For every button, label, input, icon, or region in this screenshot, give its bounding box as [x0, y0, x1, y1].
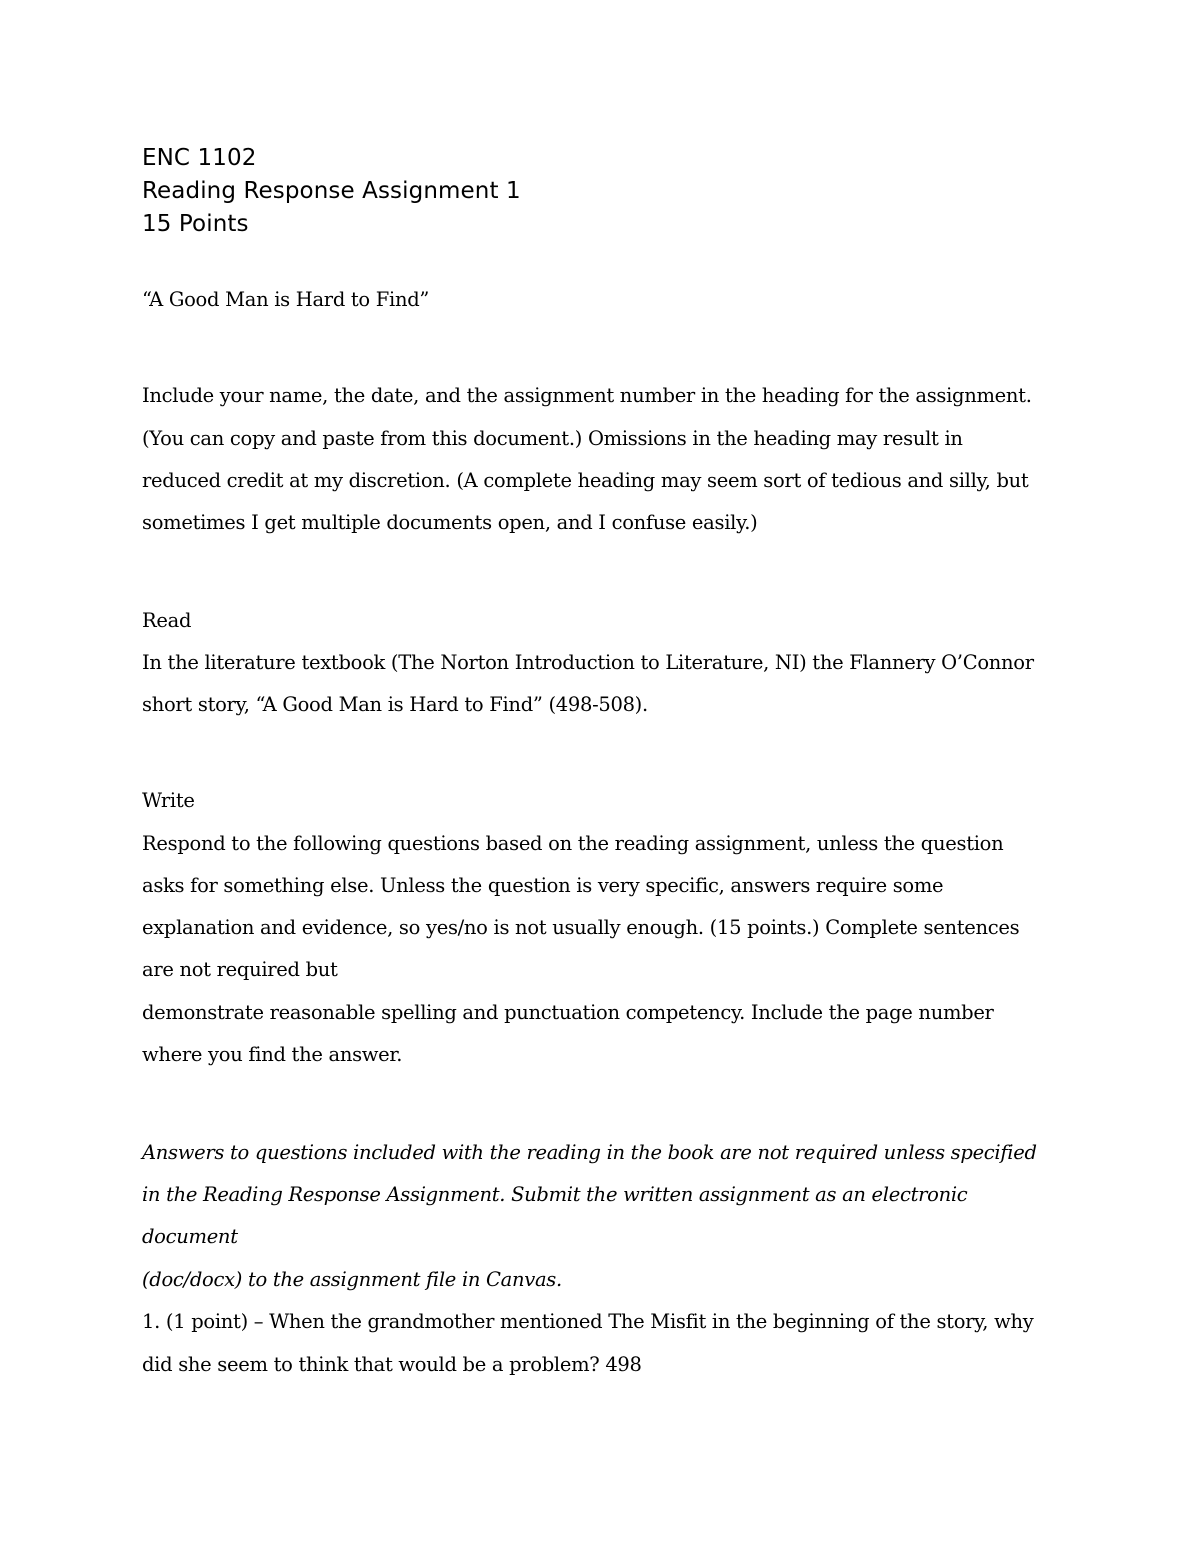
read-heading: Read	[142, 609, 192, 632]
submission-note-line: document	[142, 1225, 238, 1248]
write-line: where you find the answer.	[142, 1043, 403, 1066]
assignment-points: 15 Points	[142, 211, 249, 237]
read-line: short story, “A Good Man is Hard to Find” (498-508).	[142, 693, 648, 716]
write-line: asks for something else. Unless the question is very specific, answers require some	[142, 874, 944, 897]
submission-note-line: (doc/docx) to the assignment file in Canvas.	[142, 1268, 562, 1291]
submission-note-line: Answers to questions included with the reading in the book are not required unless specified	[142, 1141, 1037, 1164]
course-code: ENC 1102	[142, 145, 257, 171]
write-heading: Write	[142, 789, 195, 812]
assignment-title: Reading Response Assignment 1	[142, 178, 521, 204]
instructions-line: sometimes I get multiple documents open, and I confuse easily.)	[142, 511, 758, 534]
write-line: explanation and evidence, so yes/no is not usually enough. (15 points.) Complete sentences	[142, 916, 1020, 939]
story-title: “A Good Man is Hard to Find”	[142, 288, 430, 311]
submission-note-line: in the Reading Response Assignment. Submit the written assignment as an electronic	[142, 1183, 968, 1206]
write-line: are not required but	[142, 958, 338, 981]
document-header	[142, 142, 521, 241]
instructions-line: (You can copy and paste from this document.) Omissions in the heading may result in	[142, 427, 963, 450]
question-1-line: 1. (1 point) – When the grandmother mentioned The Misfit in the beginning of the story, why	[142, 1310, 1034, 1333]
instructions-line: Include your name, the date, and the assignment number in the heading for the assignment.	[142, 384, 1032, 407]
question-1-line: did she seem to think that would be a problem? 498	[142, 1353, 642, 1376]
read-line: In the literature textbook (The Norton Introduction to Literature, NI) the Flannery O’Connor	[142, 651, 1034, 674]
write-line: Respond to the following questions based on the reading assignment, unless the question	[142, 832, 1004, 855]
write-line: demonstrate reasonable spelling and punctuation competency. Include the page number	[142, 1001, 994, 1024]
instructions-line: reduced credit at my discretion. (A complete heading may seem sort of tedious and silly, but	[142, 469, 1029, 492]
